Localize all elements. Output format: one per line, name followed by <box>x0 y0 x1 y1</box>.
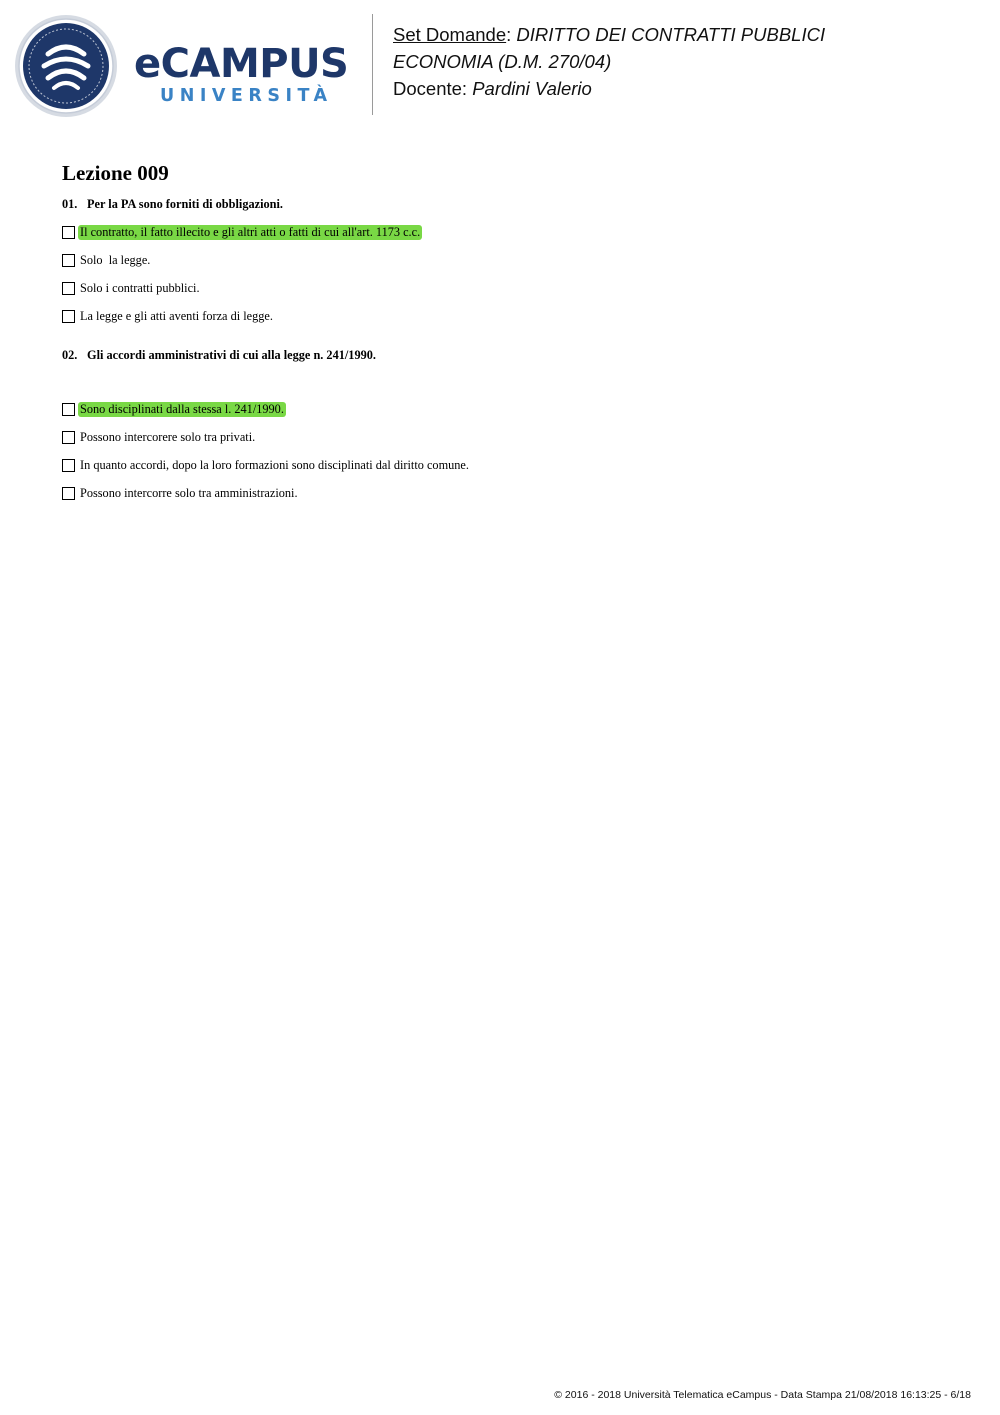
answer-checkbox[interactable] <box>62 431 75 444</box>
answer-option[interactable] <box>62 308 275 324</box>
logo-wordmark-subtext: UNIVERSITÀ <box>160 86 333 106</box>
course-subtitle-line <box>393 48 983 75</box>
teacher-line <box>393 75 983 102</box>
teacher-name: Pardini Valerio <box>472 78 592 99</box>
answer-option[interactable] <box>62 485 300 501</box>
lesson-title: Lezione 009 <box>62 161 169 185</box>
answer-text: Solo i contratti pubblici. <box>80 280 200 295</box>
answer-text: La legge e gli atti aventi forza di legge. <box>80 308 273 323</box>
course-subtitle: ECONOMIA (D.M. 270/04) <box>393 51 612 72</box>
answer-option[interactable] <box>62 457 471 473</box>
course-title: DIRITTO DEI CONTRATTI PUBBLICI <box>516 24 826 45</box>
answer-option[interactable] <box>62 401 286 417</box>
answer-checkbox[interactable] <box>62 226 75 239</box>
ecampus-seal-logo-icon <box>14 14 118 118</box>
answer-checkbox[interactable] <box>62 282 75 295</box>
header-divider <box>372 14 373 115</box>
question-1 <box>62 197 283 212</box>
answer-text-correct: Sono disciplinati dalla stessa l. 241/1990. <box>80 401 284 416</box>
ecampus-wordmark <box>134 41 356 112</box>
teacher-label: Docente: <box>393 78 468 99</box>
answer-text: Solo la legge. <box>80 252 151 267</box>
answer-text: In quanto accordi, dopo la loro formazioni sono disciplinati dal diritto comune. <box>80 457 469 472</box>
question-text: Gli accordi amministrativi di cui alla legge n. 241/1990. <box>87 348 376 362</box>
logo-wordmark-text: eCAMPUS <box>134 41 349 87</box>
set-line <box>393 21 983 48</box>
answer-checkbox[interactable] <box>62 310 75 323</box>
answer-text: Possono intercorere solo tra privati. <box>80 429 256 444</box>
answer-checkbox[interactable] <box>62 403 75 416</box>
answer-text-correct: Il contratto, il fatto illecito e gli altri atti o fatti di cui all'art. 1173 c.c. <box>80 224 421 239</box>
answer-option[interactable] <box>62 224 422 240</box>
question-number: 02. <box>62 348 78 362</box>
answer-option[interactable] <box>62 280 202 296</box>
header-info <box>393 21 983 102</box>
answer-checkbox[interactable] <box>62 487 75 500</box>
answer-option[interactable] <box>62 429 257 445</box>
answer-checkbox[interactable] <box>62 254 75 267</box>
question-number: 01. <box>62 197 78 211</box>
page-footer: © 2016 - 2018 Università Telematica eCampus - Data Stampa 21/08/2018 16:13:25 - 6/18 <box>554 1389 971 1401</box>
answer-text: Possono intercorre solo tra amministrazioni. <box>80 485 298 500</box>
question-text: Per la PA sono forniti di obbligazioni. <box>87 197 283 211</box>
set-label: Set Domande <box>393 24 507 45</box>
question-2 <box>62 348 376 363</box>
set-colon: : <box>506 24 512 45</box>
answer-checkbox[interactable] <box>62 459 75 472</box>
answer-option[interactable] <box>62 252 152 268</box>
